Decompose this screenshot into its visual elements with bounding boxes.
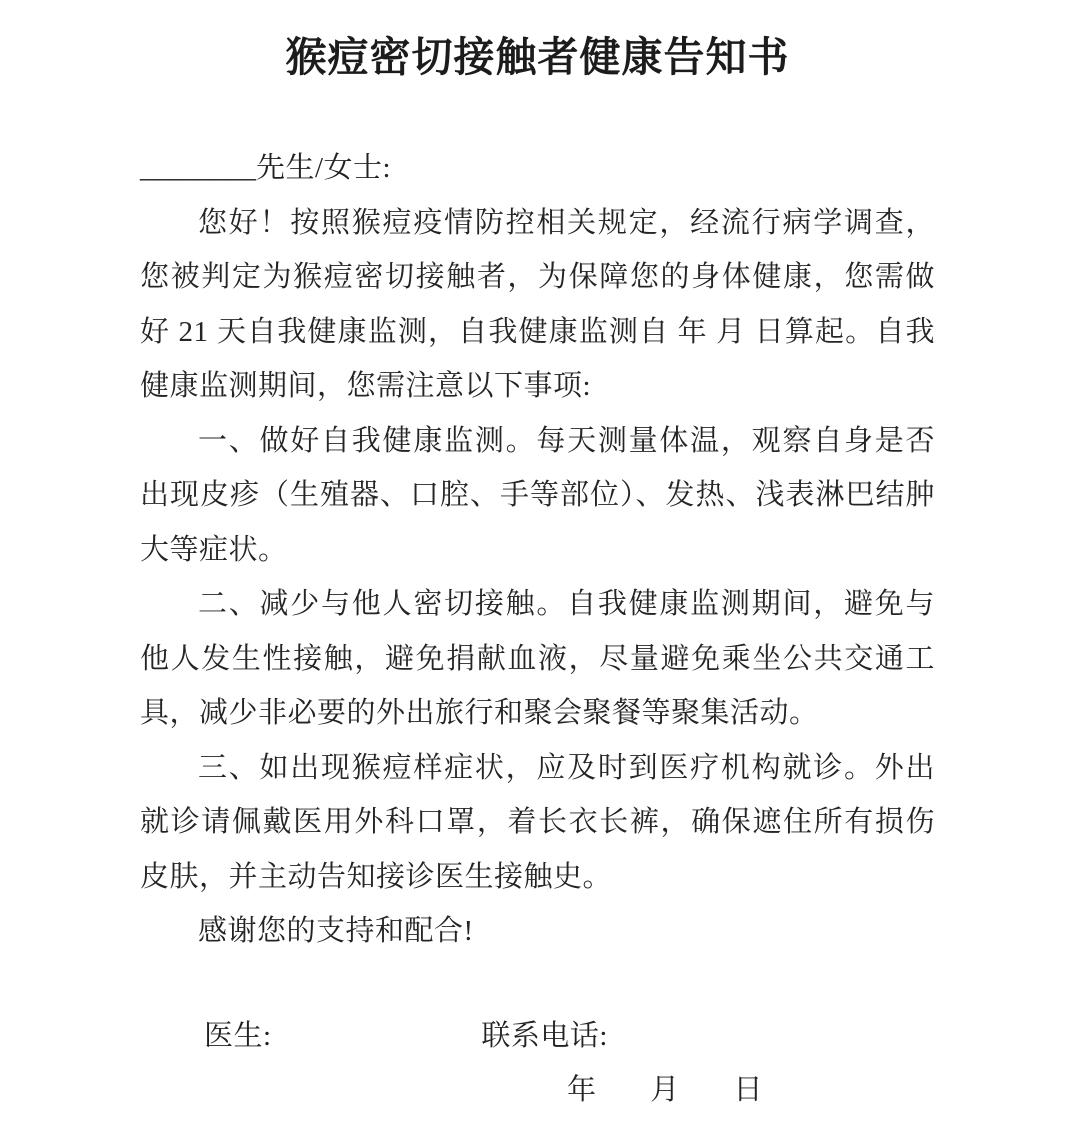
date-month-label: 月 xyxy=(650,1074,680,1106)
paragraph-thanks: 感谢您的支持和配合! xyxy=(198,915,474,947)
signature-row xyxy=(140,1009,935,1064)
notice-title: 猴痘密切接触者健康告知书 xyxy=(285,34,790,80)
date-row xyxy=(140,1063,935,1118)
date-day-label: 日 xyxy=(733,1074,763,1106)
paragraph-item-1: 一、做好自我健康监测。每天测量体温，观察自身是否出现皮疹（生殖器、口腔、手等部位）、发热、浅表淋巴结肿大等症状。 xyxy=(140,424,935,566)
phone-label: 联系电话: xyxy=(481,1019,608,1052)
date-year-label: 年 xyxy=(566,1074,597,1106)
salutation-label: 先生/女士: xyxy=(256,152,392,184)
paragraph-item-2: 二、减少与他人密切接触。自我健康监测期间，避免与他人发生性接触，避免捐献血液，尽量避免乘坐公共交通工具，减少非必要的外出旅行和聚会聚餐等聚集活动。 xyxy=(140,588,935,729)
doctor-label: 医生: xyxy=(204,1019,272,1052)
paragraph-intro: 您好！按照猴痘疫情防控相关规定，经流行病学调查，您被判定为猴痘密切接触者，为保障您的身体健康，您需做好 21 天自我健康监测，自我健康监测自 年 月 日算起。自我健康监测期间，您需注意以下事项: xyxy=(140,206,935,402)
recipient-name-blank: ________ xyxy=(140,152,256,184)
salutation-line xyxy=(140,141,935,196)
notice-body xyxy=(140,196,935,959)
paragraph-item-3: 三、如出现猴痘样症状，应及时到医疗机构就诊。外出就诊请佩戴医用外科口罩，着长衣长裤，确保遮住所有损伤皮肤，并主动告知接诊医生接触史。 xyxy=(140,751,935,893)
